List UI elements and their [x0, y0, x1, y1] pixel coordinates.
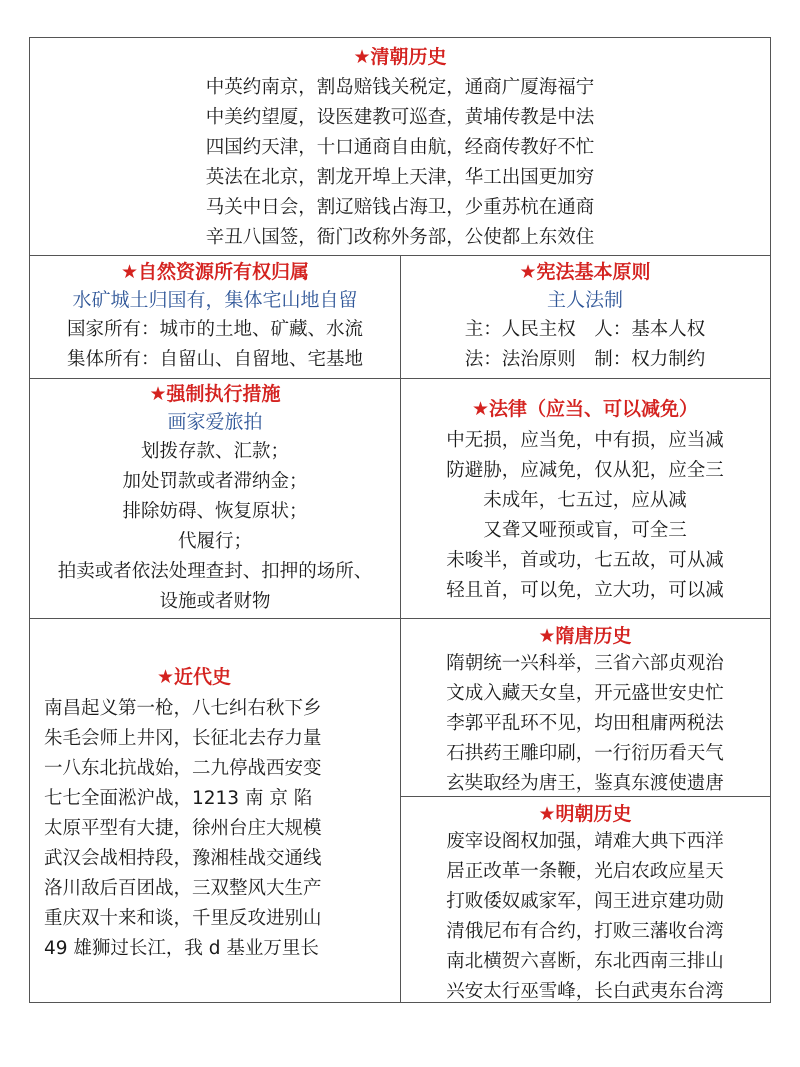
- ming-line: 清俄尼布有合约，打败三藩收台湾: [446, 921, 724, 942]
- qing-section: [30, 44, 770, 253]
- resources-title: ★自然资源所有权归属: [120, 261, 310, 283]
- suitang-line: 李郭平乱环不见，均田租庸两税法: [446, 713, 724, 734]
- enforcement-section: [30, 381, 400, 617]
- law-line: 防避胁，应减免，仅从犯，应全三: [446, 460, 724, 481]
- modern-line: 洛川敌后百团战，三双整风大生产: [44, 878, 322, 899]
- qing-line: 四国约天津，十口通商自由航，经商传教好不忙: [205, 137, 595, 158]
- ming-line: 打败倭奴戚家军，闯王进京建功勋: [446, 891, 724, 912]
- ming-line: 兴安太行巫雪峰，长白武夷东台湾: [446, 981, 724, 1002]
- resources-line: 集体所有：自留山、自留地、宅基地: [66, 349, 363, 370]
- modern-line: 太原平型有大捷，徐州台庄大规模: [44, 818, 322, 839]
- modern-line: 朱毛会师上井冈，长征北去存力量: [44, 728, 322, 749]
- suitang-line: 石拱药王雕印刷，一行衍历看天气: [446, 743, 724, 764]
- ming-line: 居正改革一条鞭，光启农政应星天: [446, 861, 724, 882]
- law-title: ★法律（应当、可以减免）: [471, 398, 699, 420]
- ming-line: 南北横贺六喜断，东北西南三排山: [446, 951, 724, 972]
- constitution-section: [400, 259, 770, 375]
- constitution-line: 法：法治原则 制：权力制约: [464, 349, 706, 370]
- constitution-title: ★宪法基本原则: [519, 261, 651, 283]
- enforcement-line: 划拨存款、汇款；: [140, 441, 289, 462]
- enforcement-mnemonic: 画家爱旅拍: [167, 411, 263, 433]
- law-line: 中无损，应当免，中有损，应当减: [446, 430, 724, 451]
- enforcement-title: ★强制执行措施: [149, 383, 281, 405]
- law-line: 未成年，七五过，应从减: [483, 490, 687, 511]
- modern-line: 49 雄狮过长江，我 d 基业万里长: [44, 938, 319, 959]
- resources-section: [30, 259, 400, 375]
- ming-line: 废宰设阁权加强，靖难大典下西洋: [446, 831, 724, 852]
- law-line: 又聋又哑预或盲，可全三: [483, 520, 687, 541]
- modern-line: 重庆双十来和谈，千里反攻进别山: [44, 908, 322, 929]
- law-line: 轻且首，可以免，立大功，可以减: [446, 580, 724, 601]
- resources-line: 国家所有：城市的土地、矿藏、水流: [66, 319, 363, 340]
- suitang-title: ★隋唐历史: [538, 625, 632, 647]
- enforcement-line: 代履行；: [177, 531, 252, 552]
- modern-line: 武汉会战相持段，豫湘桂战交通线: [44, 848, 322, 869]
- qing-line: 中英约南京，割岛赔钱关税定，通商广厦海福宁: [205, 77, 595, 98]
- modern-line: 一八东北抗战始，二九停战西安变: [44, 758, 322, 779]
- ming-title: ★明朝历史: [538, 803, 632, 825]
- constitution-mnemonic: 主人法制: [546, 289, 623, 311]
- enforcement-line: 加处罚款或者滞纳金；: [122, 471, 308, 492]
- law-line: 未唆半，首或功，七五故，可从减: [446, 550, 724, 571]
- suitang-section: [400, 623, 770, 799]
- qing-line: 马关中日会，割辽赔钱占海卫，少重苏杭在通商: [205, 197, 595, 218]
- suitang-line: 玄奘取经为唐王，鉴真东渡使遗唐: [446, 773, 724, 794]
- modern-section: [44, 664, 394, 964]
- law-section: [400, 396, 770, 606]
- qing-title: ★清朝历史: [353, 46, 447, 68]
- qing-line: 辛丑八国签，衙门改称外务部，公使都上东效住: [205, 227, 595, 248]
- constitution-line: 主：人民主权 人：基本人权: [464, 319, 706, 340]
- qing-line: 中美约望厦，设医建教可巡查，黄埔传教是中法: [205, 107, 595, 128]
- suitang-line: 隋朝统一兴科举，三省六部贞观治: [446, 653, 724, 674]
- modern-line: 南昌起义第一枪，八七纠右秋下乡: [44, 698, 322, 719]
- enforcement-line: 拍卖或者依法处理查封、扣押的场所、: [57, 561, 373, 582]
- enforcement-line: 排除妨碍、恢复原状；: [122, 501, 308, 522]
- mnemonic-table: [29, 37, 771, 1003]
- suitang-line: 文成入藏天女皇，开元盛世安史忙: [446, 683, 724, 704]
- resources-mnemonic: 水矿城土归国有，集体宅山地自留: [72, 289, 358, 311]
- modern-line: 七七全面淞沪战，1213 南 京 陷: [44, 788, 313, 809]
- enforcement-line: 设施或者财物: [159, 591, 271, 612]
- ming-section: [400, 801, 770, 1007]
- modern-title: ★近代史: [156, 666, 232, 688]
- qing-line: 英法在北京，割龙开埠上天津，华工出国更加穷: [205, 167, 595, 188]
